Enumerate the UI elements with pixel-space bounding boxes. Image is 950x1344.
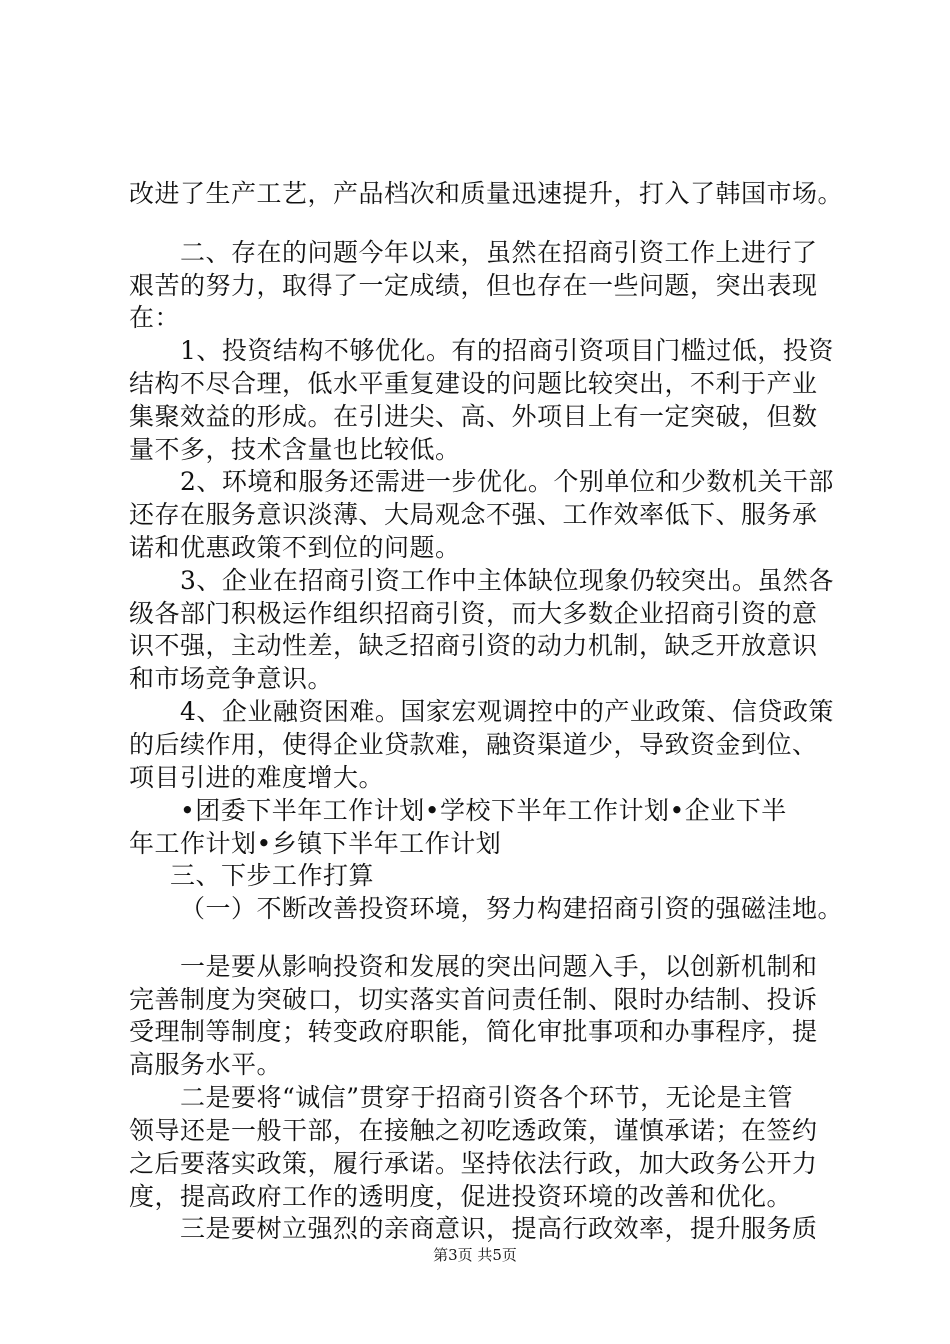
subsection-heading-1: （一）不断改善投资环境，努力构建招商引资的强磁洼地。	[180, 894, 844, 923]
body-text-line: 之后要落实政策，履行承诺。坚持依法行政，加大政务公开力	[129, 1149, 818, 1178]
body-text-line: 艰苦的努力，取得了一定成绩，但也存在一些问题，突出表现	[129, 271, 818, 300]
paragraph-second-point: 二是要将“诚信”贯穿于招商引资各个环节，无论是主管	[180, 1083, 794, 1112]
section-heading-problems: 二、存在的问题今年以来，虽然在招商引资工作上进行了	[180, 238, 818, 267]
body-text-line: 结构不尽合理，低水平重复建设的问题比较突出，不利于产业	[129, 369, 818, 398]
related-links-line: 年工作计划•乡镇下半年工作计划	[129, 829, 502, 858]
list-item-4: 4、企业融资困难。国家宏观调控中的产业政策、信贷政策	[180, 697, 834, 726]
list-item-2: 2、环境和服务还需进一步优化。个别单位和少数机关干部	[180, 467, 834, 496]
body-text-line: 量不多，技术含量也比较低。	[129, 435, 461, 464]
body-text-line: 度，提高政府工作的透明度，促进投资环境的改善和优化。	[129, 1182, 793, 1211]
body-text-line: 改进了生产工艺，产品档次和质量迅速提升，打入了韩国市场。	[129, 179, 844, 208]
body-text-line: 识不强，主动性差，缺乏招商引资的动力机制，缺乏开放意识	[129, 631, 818, 660]
section-heading-next-steps: 三、下步工作打算	[170, 861, 375, 890]
body-text-line: 和市场竞争意识。	[129, 664, 334, 693]
body-text-line: 项目引进的难度增大。	[129, 763, 385, 792]
related-links-line: •团委下半年工作计划•学校下半年工作计划•企业下半	[180, 796, 787, 825]
paragraph-first-point: 一是要从影响投资和发展的突出问题入手，以创新机制和	[180, 952, 818, 981]
body-text-line: 完善制度为突破口，切实落实首问责任制、限时办结制、投诉	[129, 985, 818, 1014]
body-text-line: 在：	[129, 303, 181, 332]
body-text-line: 的后续作用，使得企业贷款难，融资渠道少，导致资金到位、	[129, 730, 818, 759]
paragraph-third-point: 三是要树立强烈的亲商意识，提高行政效率，提升服务质	[180, 1214, 818, 1243]
list-item-3: 3、企业在招商引资工作中主体缺位现象仍较突出。虽然各	[180, 566, 834, 595]
body-text-line: 还存在服务意识淡薄、大局观念不强、工作效率低下、服务承	[129, 500, 818, 529]
body-text-line: 级各部门积极运作组织招商引资，而大多数企业招商引资的意	[129, 599, 818, 628]
body-text-line: 受理制等制度；转变政府职能，简化审批事项和办事程序，提	[129, 1017, 818, 1046]
body-text-line: 领导还是一般干部，在接触之初吃透政策，谨慎承诺；在签约	[129, 1116, 818, 1145]
body-text-line: 高服务水平。	[129, 1050, 283, 1079]
page-number-footer: 第3页 共5页	[433, 1246, 517, 1264]
body-text-line: 诺和优惠政策不到位的问题。	[129, 533, 461, 562]
list-item-1: 1、投资结构不够优化。有的招商引资项目门槛过低，投资	[180, 336, 834, 365]
body-text-line: 集聚效益的形成。在引进尖、高、外项目上有一定突破，但数	[129, 402, 818, 431]
